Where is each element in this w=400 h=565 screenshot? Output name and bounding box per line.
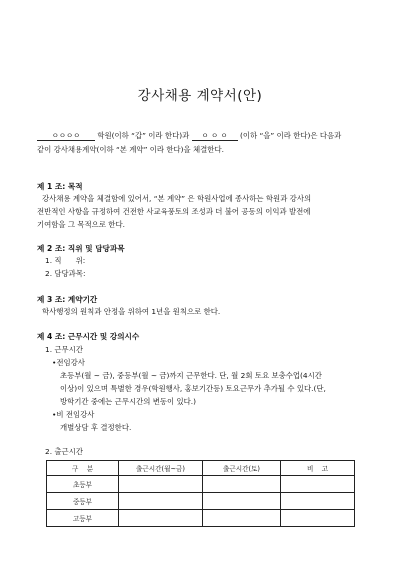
- table-header-row: [47, 461, 355, 476]
- article-2-heading: 제 2 조: 직위 및 담당과목: [37, 244, 125, 253]
- start-time-table: [46, 460, 355, 527]
- header-saturday-time: 출근시간(토): [203, 461, 281, 476]
- row-label: 초등부: [47, 476, 119, 493]
- row-label: 고등부: [47, 510, 119, 527]
- table-row: [47, 510, 355, 527]
- party-b-name: ㅇ ㅇ ㅇ: [192, 131, 238, 141]
- position-label: 1. 직 위:: [45, 256, 86, 265]
- parttime-label: •비 전임강사: [52, 410, 95, 419]
- table-cell: [281, 476, 355, 493]
- article-1-line: 전반적인 사항을 규정하여 건전한 사교육풍토의 조성과 더 불어 공동의 이익과 발전에: [37, 207, 311, 216]
- row-label: 중등부: [47, 493, 119, 510]
- article-3-text: 학사행정의 원칙과 안정을 위하여 1년을 원칙으로 한다.: [42, 307, 221, 316]
- subject-label: 2. 담당과목:: [45, 269, 86, 278]
- intro-text-a: 학원(이하 “갑” 이라 한다)과: [97, 131, 190, 140]
- table-cell: [203, 510, 281, 527]
- start-time-label: 2. 출근시간: [45, 447, 83, 456]
- fulltime-line: 초등부(월 ~ 금), 중등부(월 ~ 금)까지 근무한다. 단, 월 2회 토요 보충수업(4시간: [60, 371, 322, 380]
- table-cell: [119, 476, 203, 493]
- work-hours-label: 1. 근무시간: [45, 345, 83, 354]
- table-row: [47, 476, 355, 493]
- fulltime-label: •전임강사: [52, 358, 85, 367]
- table-cell: [119, 510, 203, 527]
- article-1-heading: 제 1 조: 목적: [37, 182, 83, 191]
- table-cell: [203, 493, 281, 510]
- table-cell: [281, 493, 355, 510]
- header-remarks: 비 고: [281, 461, 355, 476]
- parttime-text: 개별상담 후 결정한다.: [60, 423, 132, 432]
- table-cell: [119, 493, 203, 510]
- header-category: 구 분: [47, 461, 119, 476]
- table-cell: [281, 510, 355, 527]
- article-3-heading: 제 3 조: 계약기간: [37, 295, 98, 304]
- article-1-line: 기여함을 그 목적으로 한다.: [37, 220, 125, 229]
- table-cell: [203, 476, 281, 493]
- fulltime-line: 이상)이 있으며 특별한 경우(학원행사, 홍보기간등) 토요근무가 추가될 수 있다.(단,: [60, 384, 326, 393]
- article-4-heading: 제 4 조: 근무시간 및 강의시수: [37, 332, 140, 341]
- article-1-line: 강사채용 계약을 체결함에 있어서, “본 계약” 은 학원사업에 종사하는 학원과 강사의: [42, 194, 312, 203]
- party-a-name: ㅇㅇㅇㅇ: [37, 131, 95, 141]
- intro-line-2: 같이 강사채용계약(이하 “본 계약” 이라 한다)을 체결한다.: [37, 145, 224, 154]
- document-title: 강사채용 계약서(안): [137, 88, 263, 104]
- intro-line-1: [37, 131, 341, 141]
- table-row: [47, 493, 355, 510]
- fulltime-line: 방학기간 중에는 근무시간의 변동이 있다.): [60, 397, 197, 406]
- header-weekday-time: 출근시간(월~금): [119, 461, 203, 476]
- intro-text-b: (이하 “을” 이라 한다)은 다음과: [239, 131, 342, 140]
